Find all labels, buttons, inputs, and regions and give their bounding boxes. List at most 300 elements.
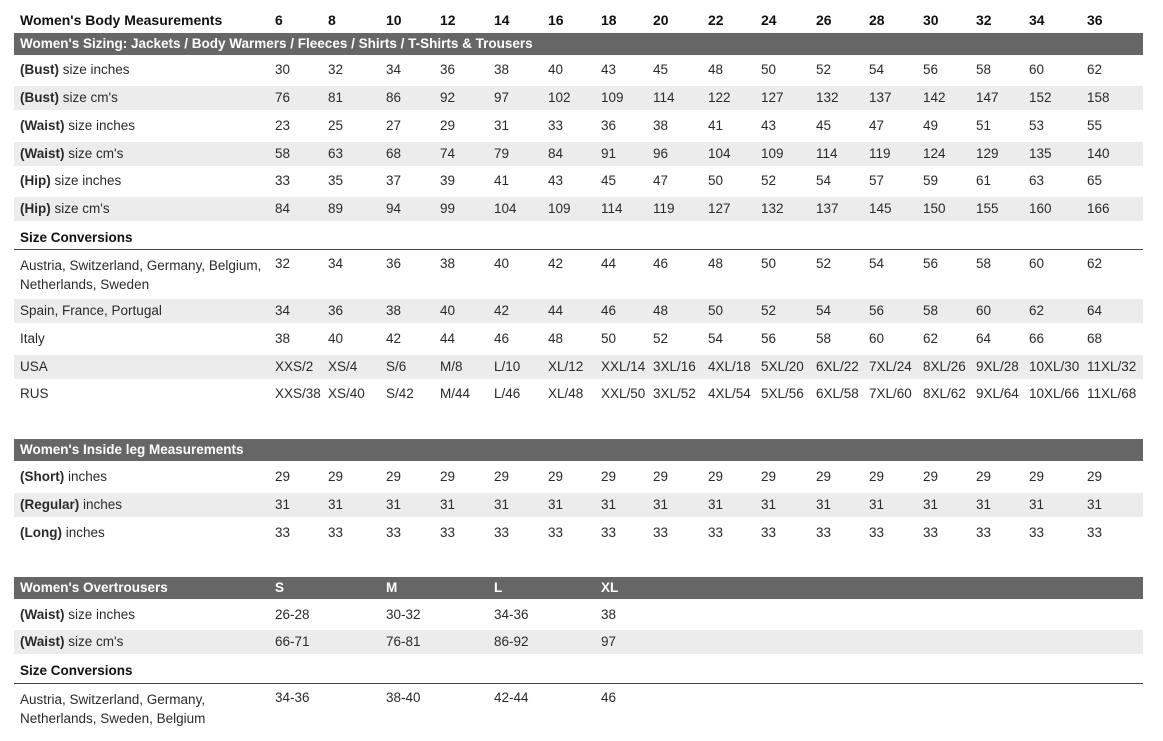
value-cell: 122 — [708, 90, 731, 105]
value-cell: 89 — [328, 201, 344, 216]
value-cell: 40 — [328, 331, 344, 346]
value-cell: XXL/14 — [601, 359, 646, 374]
value-cell: 33 — [328, 525, 344, 540]
row-label: Austria, Switzerland, Germany, Belgium, Netherlands, Sweden — [20, 258, 262, 292]
value-cell: XL/12 — [548, 359, 584, 374]
table-row — [14, 58, 1143, 82]
value-cell: 94 — [386, 201, 402, 216]
row-label-text: inches — [64, 469, 108, 484]
value-cell: 10XL/66 — [1029, 386, 1080, 401]
row-label-bold: (Short) — [20, 469, 65, 484]
value-cell: 145 — [869, 201, 892, 216]
value-cell: 60 — [1029, 62, 1045, 77]
value-cell: 63 — [1029, 173, 1045, 188]
value-cell: 104 — [708, 146, 731, 161]
table-row — [14, 327, 1143, 351]
value-cell: 50 — [708, 173, 724, 188]
value-cell: 33 — [816, 525, 832, 540]
row-label-bold: (Regular) — [20, 497, 80, 512]
value-cell: 43 — [601, 62, 617, 77]
row-label-bold: (Hip) — [20, 201, 51, 216]
value-cell: 29 — [1087, 469, 1103, 484]
size-header-cell: 18 — [601, 12, 617, 28]
value-cell: 50 — [708, 303, 724, 318]
value-cell: 55 — [1087, 118, 1103, 133]
value-cell: 29 — [816, 469, 832, 484]
value-cell: 135 — [1029, 146, 1052, 161]
value-cell: 30-32 — [386, 607, 421, 622]
row-label — [20, 497, 122, 512]
value-cell: 38 — [494, 62, 510, 77]
value-cell: 63 — [328, 146, 344, 161]
value-cell: 29 — [923, 469, 939, 484]
value-cell: 31 — [548, 497, 564, 512]
value-cell: 35 — [328, 173, 344, 188]
value-cell: 34 — [328, 256, 344, 271]
value-cell: 45 — [653, 62, 669, 77]
value-cell: 114 — [816, 146, 838, 161]
value-cell: 8XL/62 — [923, 386, 966, 401]
value-cell: 155 — [976, 201, 999, 216]
value-cell: 48 — [653, 303, 669, 318]
value-cell: 142 — [923, 90, 946, 105]
value-cell: 47 — [653, 173, 669, 188]
value-cell: 31 — [761, 497, 777, 512]
value-cell: 44 — [601, 256, 617, 271]
value-cell: 44 — [548, 303, 564, 318]
value-cell: 99 — [440, 201, 456, 216]
value-cell: 9XL/64 — [976, 386, 1019, 401]
value-cell: 60 — [1029, 256, 1045, 271]
value-cell: 29 — [653, 469, 669, 484]
value-cell: 52 — [816, 256, 832, 271]
value-cell: XS/40 — [328, 386, 365, 401]
value-cell: 76 — [275, 90, 291, 105]
value-cell: 34 — [386, 62, 402, 77]
value-cell: 31 — [386, 497, 402, 512]
overtrousers-size-conversions-heading: Size Conversions — [20, 663, 133, 678]
value-cell: 31 — [275, 497, 291, 512]
value-cell: 37 — [386, 173, 402, 188]
value-cell: 48 — [548, 331, 564, 346]
value-cell: 86 — [386, 90, 402, 105]
value-cell: 29 — [494, 469, 510, 484]
row-label — [20, 90, 118, 105]
value-cell: 54 — [869, 256, 885, 271]
value-cell: 102 — [548, 90, 571, 105]
value-cell: 29 — [548, 469, 564, 484]
value-cell: 54 — [816, 303, 832, 318]
value-cell: 32 — [275, 256, 291, 271]
value-cell: 8XL/26 — [923, 359, 966, 374]
row-label — [20, 607, 135, 622]
value-cell: XS/4 — [328, 359, 358, 374]
value-cell: 147 — [976, 90, 999, 105]
sizing-section-title: Women's Sizing: Jackets / Body Warmers / Fleeces / Shirts / T-Shirts & Trousers — [20, 36, 533, 51]
row-label-bold: (Hip) — [20, 173, 51, 188]
row-label: Spain, France, Portugal — [20, 303, 162, 318]
value-cell: XXS/38 — [275, 386, 321, 401]
table-row — [14, 493, 1143, 517]
sizing-section-bar — [14, 33, 1143, 55]
value-cell: 81 — [328, 90, 344, 105]
row-label-text: size inches — [50, 173, 122, 188]
value-cell: 31 — [976, 497, 992, 512]
divider — [14, 683, 1143, 684]
value-cell: 38-40 — [386, 690, 421, 705]
value-cell: 3XL/16 — [653, 359, 696, 374]
value-cell: 65 — [1087, 173, 1103, 188]
value-cell: 25 — [328, 118, 344, 133]
value-cell: 46 — [653, 256, 669, 271]
value-cell: 58 — [275, 146, 291, 161]
value-cell: 33 — [548, 118, 564, 133]
inside-leg-section-bar — [14, 439, 1143, 461]
value-cell: 33 — [1087, 525, 1103, 540]
value-cell: 58 — [923, 303, 939, 318]
value-cell: 29 — [869, 469, 885, 484]
table-row — [14, 382, 1143, 406]
row-label-text: size inches — [64, 118, 136, 133]
value-cell: 84 — [548, 146, 564, 161]
value-cell: 50 — [761, 62, 777, 77]
row-label-text: size cm's — [64, 146, 124, 161]
value-cell: 104 — [494, 201, 517, 216]
value-cell: 46 — [601, 690, 617, 705]
value-cell: 66-71 — [275, 634, 310, 649]
value-cell: 152 — [1029, 90, 1052, 105]
value-cell: 92 — [440, 90, 456, 105]
value-cell: 109 — [761, 146, 784, 161]
row-label-text: size cm's — [64, 634, 124, 649]
value-cell: 58 — [816, 331, 832, 346]
value-cell: 38 — [440, 256, 456, 271]
value-cell: 127 — [761, 90, 784, 105]
value-cell: 56 — [869, 303, 885, 318]
table-title: Women's Body Measurements — [20, 12, 223, 28]
table-row — [14, 169, 1143, 193]
value-cell: 29 — [708, 469, 724, 484]
value-cell: 29 — [761, 469, 777, 484]
value-cell: 38 — [653, 118, 669, 133]
value-cell: 34-36 — [494, 607, 529, 622]
value-cell: 33 — [275, 173, 291, 188]
value-cell: 47 — [869, 118, 885, 133]
value-cell: 42 — [386, 331, 402, 346]
value-cell: 42-44 — [494, 690, 529, 705]
value-cell: 10XL/30 — [1029, 359, 1080, 374]
value-cell: S/42 — [386, 386, 414, 401]
value-cell: 66 — [1029, 331, 1045, 346]
size-header-cell: 30 — [923, 12, 939, 28]
value-cell: 33 — [494, 525, 510, 540]
value-cell: 52 — [653, 331, 669, 346]
value-cell: 59 — [923, 173, 939, 188]
value-cell: 39 — [440, 173, 456, 188]
table-row — [14, 142, 1143, 166]
value-cell: 31 — [923, 497, 939, 512]
value-cell: 79 — [494, 146, 510, 161]
value-cell: XL/48 — [548, 386, 584, 401]
value-cell: 114 — [653, 90, 675, 105]
value-cell: 48 — [708, 62, 724, 77]
row-label-bold: (Waist) — [20, 146, 65, 161]
size-conversions-heading-row — [14, 226, 1143, 250]
value-cell: 60 — [976, 303, 992, 318]
value-cell: 56 — [923, 256, 939, 271]
table-row — [14, 114, 1143, 138]
row-label — [20, 634, 123, 649]
value-cell: 31 — [1029, 497, 1045, 512]
value-cell: 33 — [708, 525, 724, 540]
table-row — [14, 299, 1143, 323]
value-cell: 23 — [275, 118, 291, 133]
value-cell: 32 — [328, 62, 344, 77]
value-cell: 38 — [601, 607, 617, 622]
value-cell: 124 — [923, 146, 946, 161]
row-label-bold: (Waist) — [20, 607, 65, 622]
value-cell: 132 — [761, 201, 784, 216]
value-cell: 56 — [923, 62, 939, 77]
value-cell: 62 — [1029, 303, 1045, 318]
value-cell: 158 — [1087, 90, 1110, 105]
value-cell: 33 — [601, 525, 617, 540]
value-cell: 48 — [708, 256, 724, 271]
row-label-bold: (Waist) — [20, 118, 65, 133]
row-label — [20, 525, 105, 540]
table-row — [14, 355, 1143, 379]
value-cell: 31 — [494, 497, 510, 512]
value-cell: 45 — [601, 173, 617, 188]
value-cell: 54 — [869, 62, 885, 77]
value-cell: 61 — [976, 173, 992, 188]
row-label — [20, 146, 123, 161]
value-cell: 40 — [548, 62, 564, 77]
header-row — [14, 8, 1143, 32]
value-cell: 160 — [1029, 201, 1052, 216]
size-header-cell: 6 — [275, 12, 283, 28]
value-cell: 29 — [440, 118, 456, 133]
value-cell: 36 — [601, 118, 617, 133]
value-cell: 52 — [761, 303, 777, 318]
value-cell: 46 — [601, 303, 617, 318]
value-cell: 33 — [548, 525, 564, 540]
size-header-cell: 28 — [869, 12, 885, 28]
value-cell: 11XL/68 — [1087, 386, 1137, 401]
value-cell: 7XL/24 — [869, 359, 912, 374]
value-cell: 64 — [1087, 303, 1103, 318]
value-cell: 40 — [440, 303, 456, 318]
value-cell: 132 — [816, 90, 839, 105]
value-cell: 54 — [816, 173, 832, 188]
row-label: USA — [20, 359, 48, 374]
value-cell: 33 — [653, 525, 669, 540]
value-cell: 33 — [275, 525, 291, 540]
row-label: Austria, Switzerland, Germany, Netherlands, Sweden, Belgium — [20, 692, 206, 726]
value-cell: 34-36 — [275, 690, 310, 705]
value-cell: 50 — [761, 256, 777, 271]
table-row — [14, 630, 1143, 654]
table-row — [14, 603, 1143, 627]
value-cell: 41 — [708, 118, 724, 133]
value-cell: 31 — [328, 497, 344, 512]
row-label — [20, 469, 107, 484]
value-cell: 4XL/18 — [708, 359, 751, 374]
value-cell: 41 — [494, 173, 510, 188]
value-cell: 9XL/28 — [976, 359, 1019, 374]
value-cell: 33 — [923, 525, 939, 540]
value-cell: 38 — [275, 331, 291, 346]
value-cell: 62 — [923, 331, 939, 346]
value-cell: L/10 — [494, 359, 521, 374]
size-header-cell: 36 — [1087, 12, 1103, 28]
value-cell: 36 — [386, 256, 402, 271]
size-header-cell: 32 — [976, 12, 992, 28]
value-cell: 58 — [976, 62, 992, 77]
value-cell: 36 — [328, 303, 344, 318]
value-cell: 29 — [386, 469, 402, 484]
table-row — [14, 86, 1143, 110]
value-cell: 119 — [653, 201, 675, 216]
value-cell: 31 — [494, 118, 510, 133]
value-cell: 6XL/58 — [816, 386, 859, 401]
value-cell: XXL/50 — [601, 386, 646, 401]
value-cell: 96 — [653, 146, 669, 161]
value-cell: 62 — [1087, 62, 1103, 77]
value-cell: 129 — [976, 146, 999, 161]
value-cell: 52 — [761, 173, 777, 188]
value-cell: 44 — [440, 331, 456, 346]
value-cell: 84 — [275, 201, 291, 216]
value-cell: 3XL/52 — [653, 386, 696, 401]
value-cell: 31 — [708, 497, 724, 512]
value-cell: 50 — [601, 331, 617, 346]
value-cell: 54 — [708, 331, 724, 346]
overtrousers-size-header: XL — [601, 580, 619, 595]
row-label: Italy — [20, 331, 45, 346]
row-label — [20, 62, 130, 77]
size-header-cell: 12 — [440, 12, 456, 28]
size-header-cell: 10 — [386, 12, 402, 28]
value-cell: 33 — [976, 525, 992, 540]
table-row — [14, 686, 1143, 730]
row-label-text: size cm's — [59, 90, 118, 105]
value-cell: 5XL/56 — [761, 386, 804, 401]
value-cell: 58 — [976, 256, 992, 271]
value-cell: 33 — [386, 525, 402, 540]
value-cell: S/6 — [386, 359, 407, 374]
value-cell: 137 — [869, 90, 892, 105]
divider — [14, 249, 1143, 250]
row-label — [20, 118, 135, 133]
value-cell: 29 — [976, 469, 992, 484]
value-cell: 166 — [1087, 201, 1110, 216]
size-header-cell: 8 — [328, 12, 336, 28]
size-header-cell: 24 — [761, 12, 777, 28]
value-cell: 51 — [976, 118, 992, 133]
value-cell: 31 — [1087, 497, 1103, 512]
row-label-text: inches — [61, 525, 105, 540]
value-cell: 29 — [440, 469, 456, 484]
value-cell: 119 — [869, 146, 891, 161]
value-cell: 38 — [386, 303, 402, 318]
value-cell: 64 — [976, 331, 992, 346]
value-cell: 43 — [761, 118, 777, 133]
row-label-bold: (Bust) — [20, 62, 59, 77]
value-cell: 114 — [601, 201, 623, 216]
row-label: RUS — [20, 386, 49, 401]
value-cell: 127 — [708, 201, 731, 216]
value-cell: 33 — [440, 525, 456, 540]
value-cell: 52 — [816, 62, 832, 77]
value-cell: M/44 — [440, 386, 471, 401]
value-cell: 26-28 — [275, 607, 310, 622]
table-row — [14, 197, 1143, 221]
value-cell: 40 — [494, 256, 510, 271]
value-cell: 29 — [328, 469, 344, 484]
value-cell: 49 — [923, 118, 939, 133]
value-cell: 5XL/20 — [761, 359, 804, 374]
value-cell: M/8 — [440, 359, 463, 374]
value-cell: 53 — [1029, 118, 1045, 133]
size-header-cell: 22 — [708, 12, 724, 28]
value-cell: 29 — [1029, 469, 1045, 484]
value-cell: 140 — [1087, 146, 1110, 161]
row-label — [20, 201, 110, 216]
value-cell: 86-92 — [494, 634, 529, 649]
overtrousers-section-title: Women's Overtrousers — [20, 580, 168, 595]
value-cell: 60 — [869, 331, 885, 346]
row-label-bold: (Bust) — [20, 90, 59, 105]
row-label-bold: (Waist) — [20, 634, 65, 649]
value-cell: 57 — [869, 173, 885, 188]
value-cell: 31 — [816, 497, 832, 512]
value-cell: 42 — [494, 303, 510, 318]
value-cell: 31 — [440, 497, 456, 512]
value-cell: 46 — [494, 331, 510, 346]
size-header-cell: 34 — [1029, 12, 1045, 28]
size-header-cell: 20 — [653, 12, 669, 28]
overtrousers-size-header: M — [386, 580, 398, 595]
row-label-text: size cm's — [50, 201, 110, 216]
value-cell: 150 — [923, 201, 946, 216]
value-cell: 31 — [653, 497, 669, 512]
size-header-cell: 26 — [816, 12, 832, 28]
value-cell: 76-81 — [386, 634, 421, 649]
size-conversions-heading: Size Conversions — [20, 230, 133, 245]
row-label — [20, 173, 121, 188]
overtrousers-section-bar — [14, 577, 1143, 599]
value-cell: L/46 — [494, 386, 521, 401]
value-cell: XXS/2 — [275, 359, 314, 374]
inside-leg-section-title: Women's Inside leg Measurements — [20, 442, 244, 457]
value-cell: 97 — [494, 90, 510, 105]
value-cell: 36 — [440, 62, 456, 77]
value-cell: 29 — [601, 469, 617, 484]
size-header-cell: 16 — [548, 12, 564, 28]
size-header-cell: 14 — [494, 12, 510, 28]
value-cell: 43 — [548, 173, 564, 188]
overtrousers-size-header: L — [494, 580, 503, 595]
value-cell: 30 — [275, 62, 291, 77]
value-cell: 33 — [1029, 525, 1045, 540]
value-cell: 6XL/22 — [816, 359, 859, 374]
row-label-text: inches — [79, 497, 123, 512]
value-cell: 27 — [386, 118, 402, 133]
value-cell: 74 — [440, 146, 456, 161]
value-cell: 68 — [1087, 331, 1103, 346]
table-row — [14, 252, 1143, 296]
